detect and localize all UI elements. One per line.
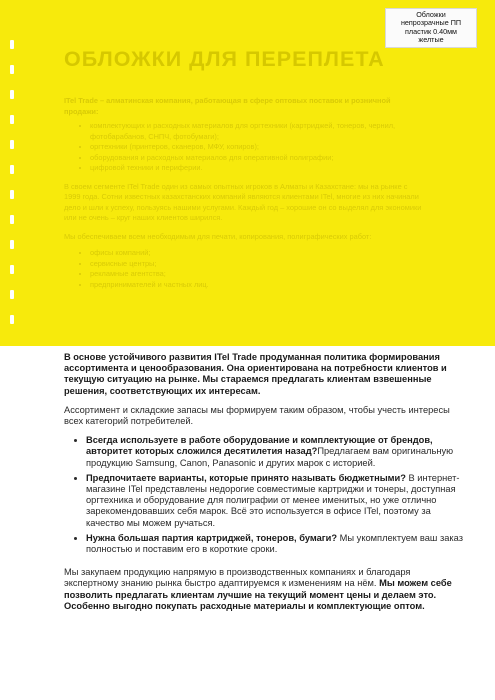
list-item: • сервисные центры;	[90, 259, 424, 270]
closing-bold-text: Мы можем себе позволить предлагать клиентам лучшие на текущий момент цены и делаем это. Особенно выгодно покупать расходные материалы и комплектующие оптом.	[64, 578, 452, 611]
bullet-answer: Мы укомплектуем ваш заказ полностью и поставим его в короткие сроки.	[86, 532, 463, 555]
bullet-answer: Предлагаем вам оригинальную продукцию Samsung, Canon, Panasonic и других марок с историей.	[86, 446, 454, 468]
ghost-list-1	[64, 121, 424, 174]
binding-hole	[10, 265, 14, 274]
label-line: пластик 0.40мм	[405, 26, 457, 36]
label-line: Обложки	[416, 10, 446, 19]
list-item: • предпринимателей и частных лиц.	[90, 280, 424, 291]
label-line: желтые	[418, 35, 444, 45]
product-label	[385, 8, 477, 48]
ghost-intro: ITel Trade – алматинская компания, работающая в сфере оптовых поставок и розничной продажи:	[64, 96, 391, 116]
list-item: • рекламные агентства;	[90, 269, 424, 280]
binding-hole	[10, 165, 14, 174]
closing-text: Мы закупаем продукцию напрямую в производственных компаниях и благодаря экспертному знанию рынка быстро адаптируемся к изменениям на нём.	[64, 567, 411, 589]
binding-hole	[10, 65, 14, 74]
binding-hole	[10, 215, 14, 224]
bullet-question: Предпочитаете варианты, которые принято называть бюджетными?	[86, 472, 406, 483]
ghost-list-2	[64, 248, 424, 290]
list-item	[86, 533, 464, 555]
binding-hole	[10, 40, 14, 49]
binding-hole	[10, 190, 14, 199]
list-item: • комплектующих и расходных материалов для оргтехники (картриджей, тонеров, чернил, фотобарабанов, СНПЧ, фотобумаги);	[90, 121, 424, 142]
list-item: • оборудования и расходных материалов для оперативной полиграфии;	[90, 153, 424, 164]
binding-hole	[10, 140, 14, 149]
bullet-answer: В интернет-магазине ITel представлены недорогие совместимые картриджи и тонеры, доступная оргтехника и оборудование для полиграфии от менее именитых, но уже отлично зарекомендовавших себя марок. Всё это используется в офисе ITel, поэтому за качество мы можем ручаться.	[86, 472, 460, 528]
lead-paragraph: В основе устойчивого развития ITel Trade продуманная политика формирования ассортимента и ценообразования. Она ориентирована на потребности клиентов и текущую ситуацию на рынке. Мы стараемся предлагать клиентам взвешенные решения, соответствующих их интересам.	[64, 352, 447, 396]
binding-hole	[10, 115, 14, 124]
binding-hole	[10, 240, 14, 249]
page-title: ОБЛОЖКИ ДЛЯ ПЕРЕПЛЕТА	[64, 47, 385, 71]
list-item	[86, 473, 464, 529]
closing-paragraph	[64, 567, 464, 612]
binding-hole	[10, 90, 14, 99]
ghost-paragraph: Мы обеспечиваем всем необходимым для печати, копирования, полиграфических работ:	[64, 231, 372, 241]
content-block	[64, 352, 464, 612]
ghost-text-block	[64, 96, 424, 290]
bullet-question: Нужна большая партия картриджей, тонеров, бумаги?	[86, 532, 338, 543]
binding-hole	[10, 290, 14, 299]
list-item	[86, 435, 464, 469]
ghost-paragraph: В своем сегменте ITel Trade один из самых опытных игроков в Алматы и Казахстане: мы на рынке с 1999 года. Сотни известных казахстанских компаний являются клиентами ITel, многие из них начинали дело и шли к успеху, пользуясь нашими услугами. Каждый год – хорошие он со выделял для экономики или не очень – круг наших клиентов ширился.	[64, 181, 422, 222]
list-item: • офисы компаний;	[90, 248, 424, 259]
list-item: • цифровой техники и периферии.	[90, 163, 424, 174]
assortment-paragraph: Ассортимент и складские запасы мы формируем таким образом, чтобы учесть интересы всех категорий потребителей.	[64, 404, 450, 427]
benefits-list	[64, 435, 464, 555]
binding-hole	[10, 315, 14, 324]
binding-holes	[8, 40, 20, 340]
bullet-question: Всегда используете в работе оборудование и комплектующие от брендов, авторитет которых сложился десятилетия назад?	[86, 435, 433, 457]
label-line: непрозрачные ПП	[400, 18, 462, 28]
list-item: • оргтехники (принтеров, сканеров, МФУ, копиров);	[90, 142, 424, 153]
